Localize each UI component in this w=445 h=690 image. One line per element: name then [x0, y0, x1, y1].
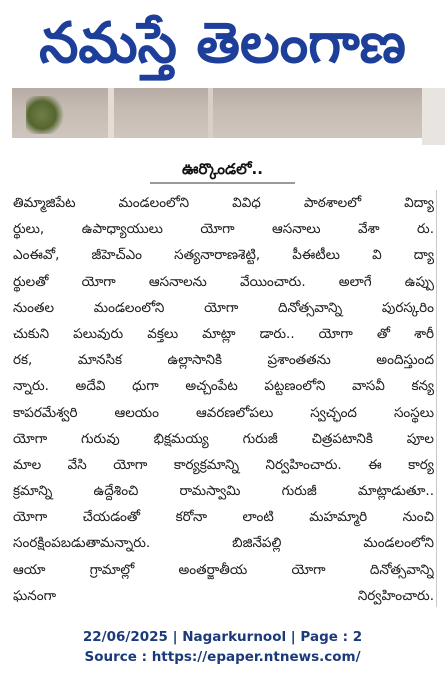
article-line: ర్థులు, ఉపాధ్యాయులు యోగా ఆసనాలు వేశా రు. — [13, 221, 434, 238]
heading-underline — [150, 182, 295, 184]
article-line: క్రమాన్ని ఉద్దేశించి రామస్వామి గురుజీ మాట్లాడుతూ.. — [13, 483, 434, 500]
article-line: తిమ్మాజిపేట మండలంలోని వివిధ పాఠశాలలో విద్యా — [13, 195, 434, 211]
article-heading: ఊర్కొండలో.. — [182, 160, 263, 178]
article-line: మాల వేసి యోగా కార్యక్రమాన్ని నిర్వహించారు. ఈ కార్య — [13, 456, 434, 473]
article-line: చుకుని పలువురు వక్తలు మాట్లా డారు.. యోగా తో శారీ — [13, 325, 434, 342]
footer — [0, 627, 445, 667]
footer-date-edition-page: 22/06/2025 | Nagarkurnool | Page : 2 — [82, 629, 363, 645]
article-line: యోగా చేయడంతో కరోనా లాంటి మహమ్మారి నుంచి — [13, 509, 434, 526]
article-line: న్నారు. అదేవి ధుగా అచ్చంపేట పట్టణంలోని వాసవీ కన్య — [13, 378, 434, 395]
article-line: యోగా గురువు భిక్షమయ్య గురుజీ చిత్రపటానికి పూల — [13, 430, 434, 447]
article-line: ఎంఈవో, జీహెచ్ఎం సత్యనారాణశెట్టి, పీఈటీలు వి ద్యా — [13, 247, 434, 264]
article-line: ర్థులతో యోగా ఆసనాలను వేయించారు. అలాగే ఉప్పు — [13, 273, 434, 290]
article-body — [13, 190, 434, 609]
article-line: ఆయా గ్రామాల్లో అంతర్జాతీయ యోగా దినోత్సవాన్ని — [13, 561, 434, 578]
footer-source-link[interactable]: Source : https://epaper.ntnews.com/ — [84, 649, 361, 665]
article-line: రక, మానసిక ఉల్లాసానికి ప్రశాంతతను అందిస్తుంద — [13, 352, 434, 369]
plant-image — [26, 96, 66, 134]
article-line: నుంతల మండలంలోని యోగా దినోత్సవాన్ని పురస్కరిం — [13, 299, 434, 316]
masthead — [0, 0, 445, 88]
article-line: ఘనంగా నిర్వహించారు. — [13, 587, 434, 604]
column-rule — [436, 190, 437, 607]
photo-crop — [0, 88, 445, 145]
photo-image — [12, 88, 422, 138]
article-line: సంరక్షింపబడుతామన్నారు. బిజినేపల్లి మండలంలోని — [13, 535, 434, 552]
article-line: కాపరమేశ్వరి ఆలయం ఆవరణలోపలు స్వచ్ఛంద సంస్థలు — [13, 404, 434, 421]
masthead-logo-title: నమస్తే తెలంగాణ — [39, 11, 406, 76]
